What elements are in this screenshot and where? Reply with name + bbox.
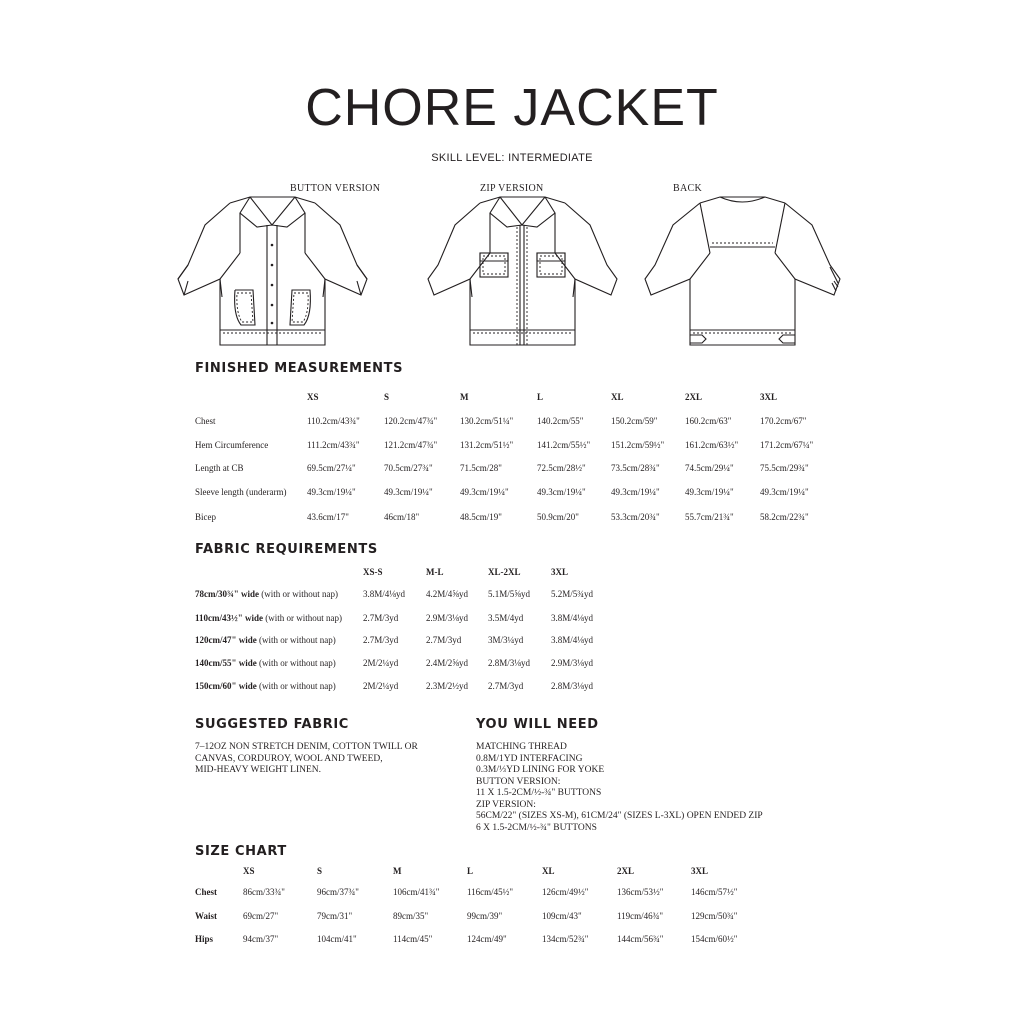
size-chart-cell: 109cm/43" <box>542 911 582 921</box>
fabric-width-label <box>195 658 336 668</box>
measurement-cell: 49.3cm/19¼" <box>384 487 433 497</box>
measurement-cell: 121.2cm/47¾" <box>384 440 438 450</box>
measurement-cell: 141.2cm/55½" <box>537 440 591 450</box>
fabric-nap-note: (with or without nap) <box>256 635 336 645</box>
measurement-cell: 111.2cm/43¾" <box>307 440 360 450</box>
size-column-header: S <box>384 392 390 402</box>
fabric-width: 110cm/43½" wide <box>195 613 263 623</box>
measurement-cell: 49.3cm/19¼" <box>611 487 660 497</box>
fabric-amount-cell: 2.8M/3⅛yd <box>551 681 594 691</box>
size-column-header: XL <box>611 392 624 402</box>
size-chart-cell: 114cm/45" <box>393 934 433 944</box>
measurement-row-label: Hem Circumference <box>195 440 269 450</box>
measurement-cell: 69.5cm/27¼" <box>307 463 356 473</box>
size-chart-header: 3XL <box>691 866 709 876</box>
fabric-width: 78cm/30¾" wide <box>195 589 259 599</box>
zip-version-jacket-illustration <box>425 195 620 355</box>
fabric-width-label <box>195 613 342 623</box>
measurement-cell: 49.3cm/19¼" <box>460 487 509 497</box>
size-chart-header: XS <box>243 866 255 876</box>
size-chart-cell: 136cm/53½" <box>617 887 664 897</box>
measurement-cell: 49.3cm/19¼" <box>760 487 809 497</box>
size-chart-cell: 89cm/35" <box>393 911 429 921</box>
size-column-header: M <box>460 392 469 402</box>
notion-line: MATCHING THREAD <box>476 742 567 752</box>
you-will-need-list <box>476 742 763 834</box>
measurement-cell: 140.2cm/55" <box>537 416 584 426</box>
size-chart-cell: 134cm/52¾" <box>542 934 589 944</box>
fabric-amount-cell: 2.7M/3yd <box>426 635 462 645</box>
size-chart-cell: 69cm/27" <box>243 911 279 921</box>
fabric-size-header: XL-2XL <box>488 567 521 577</box>
measurement-cell: 53.3cm/20¾" <box>611 512 660 522</box>
measurement-cell: 150.2cm/59" <box>611 416 658 426</box>
fabric-nap-note: (with or without nap) <box>256 681 336 691</box>
fabric-width: 120cm/47" wide <box>195 635 257 645</box>
size-chart-cell: 86cm/33¾" <box>243 887 285 897</box>
fabric-amount-cell: 3.8M/4⅛yd <box>363 589 406 599</box>
back-caption: BACK <box>673 183 702 194</box>
size-chart-header: M <box>393 866 402 876</box>
measurement-cell: 55.7cm/21¾" <box>685 512 734 522</box>
measurement-cell: 49.3cm/19¼" <box>307 487 356 497</box>
measurement-cell: 73.5cm/28¾" <box>611 463 660 473</box>
measurement-cell: 120.2cm/47¾" <box>384 416 438 426</box>
measurement-cell: 70.5cm/27¾" <box>384 463 433 473</box>
back-view-jacket-illustration <box>640 195 850 355</box>
fabric-amount-cell: 2.3M/2½yd <box>426 681 469 691</box>
size-chart-cell: 129cm/50¾" <box>691 911 738 921</box>
size-chart-heading: SIZE CHART <box>195 844 287 859</box>
measurement-cell: 43.6cm/17" <box>307 512 349 522</box>
size-chart-cell: 106cm/41¾" <box>393 887 440 897</box>
fabric-size-header: 3XL <box>551 567 569 577</box>
size-chart-header: 2XL <box>617 866 635 876</box>
size-chart-header: L <box>467 866 474 876</box>
you-will-need-heading: YOU WILL NEED <box>476 717 599 732</box>
suggested-fabric-text <box>195 742 418 777</box>
button-version-caption: BUTTON VERSION <box>290 183 381 194</box>
fabric-size-header: XS-S <box>363 567 383 577</box>
size-chart-cell: 96cm/37¾" <box>317 887 359 897</box>
notion-line: 0.8M/1YD INTERFACING <box>476 753 583 764</box>
measurement-cell: 58.2cm/22¾" <box>760 512 809 522</box>
measurement-row-label: Sleeve length (underarm) <box>195 487 287 497</box>
button-version-jacket-illustration <box>175 195 370 355</box>
fabric-nap-note: (with or without nap) <box>259 589 338 599</box>
size-chart-cell: 94cm/37" <box>243 934 279 944</box>
measurement-row-label: Bicep <box>195 512 216 522</box>
size-chart-header: XL <box>542 866 555 876</box>
size-chart-cell: 119cm/46¾" <box>617 911 664 921</box>
measurement-cell: 72.5cm/28½" <box>537 463 586 473</box>
fabric-amount-cell: 2.9M/3⅛yd <box>551 658 594 668</box>
measurement-cell: 110.2cm/43¾" <box>307 416 360 426</box>
fabric-width-label <box>195 635 336 645</box>
page-title: CHORE JACKET <box>305 79 719 137</box>
measurement-cell: 160.2cm/63" <box>685 416 732 426</box>
measurement-cell: 131.2cm/51½" <box>460 440 514 450</box>
measurement-cell: 171.2cm/67¼" <box>760 440 814 450</box>
fabric-width: 150cm/60" wide <box>195 681 257 691</box>
measurement-cell: 75.5cm/29¾" <box>760 463 809 473</box>
size-chart-row-label: Waist <box>195 911 218 921</box>
size-chart-cell: 79cm/31" <box>317 911 353 921</box>
fabric-amount-cell: 2.8M/3⅛yd <box>488 658 531 668</box>
notion-line: 11 X 1.5-2CM/½-¾" BUTTONS <box>476 788 602 798</box>
zip-version-caption: ZIP VERSION <box>480 183 544 194</box>
suggested-fabric-line: 7–12OZ NON STRETCH DENIM, COTTON TWILL OR <box>195 742 418 752</box>
measurement-cell: 49.3cm/19¼" <box>685 487 734 497</box>
measurement-cell: 48.5cm/19" <box>460 512 502 522</box>
measurement-cell: 151.2cm/59½" <box>611 440 665 450</box>
fabric-nap-note: (with or without nap) <box>256 658 336 668</box>
fabric-width-label <box>195 589 338 599</box>
fabric-requirements-heading: FABRIC REQUIREMENTS <box>195 542 378 557</box>
size-chart-row-label: Chest <box>195 887 217 897</box>
notion-line: 6 X 1.5-2CM/½-¾" BUTTONS <box>476 822 597 833</box>
fabric-amount-cell: 2.7M/3yd <box>488 681 524 691</box>
fabric-amount-cell: 2.7M/3yd <box>363 635 399 645</box>
size-chart-cell: 116cm/45½" <box>467 887 514 897</box>
suggested-fabric-line: CANVAS, CORDUROY, WOOL AND TWEED, <box>195 753 383 764</box>
size-chart-row-label: Hips <box>195 934 214 944</box>
size-chart-cell: 144cm/56¾" <box>617 934 664 944</box>
size-column-header: XS <box>307 392 319 402</box>
notion-line: 56CM/22" (SIZES XS-M), 61CM/24" (SIZES L-3XL) OPEN ENDED ZIP <box>476 811 763 821</box>
size-column-header: L <box>537 392 544 402</box>
suggested-fabric-line: MID-HEAVY WEIGHT LINEN. <box>195 765 322 775</box>
notion-line: BUTTON VERSION: <box>476 776 561 787</box>
fabric-amount-cell: 2.9M/3⅛yd <box>426 613 469 623</box>
measurement-cell: 74.5cm/29¼" <box>685 463 734 473</box>
fabric-amount-cell: 5.1M/5⅝yd <box>488 589 531 599</box>
fabric-amount-cell: 3M/3¼yd <box>488 635 524 645</box>
measurement-cell: 161.2cm/63½" <box>685 440 739 450</box>
measurement-row-label: Chest <box>195 416 216 426</box>
measurement-cell: 71.5cm/28" <box>460 463 502 473</box>
fabric-amount-cell: 2.4M/2⅝yd <box>426 658 469 668</box>
size-column-header: 3XL <box>760 392 778 402</box>
fabric-amount-cell: 3.5M/4yd <box>488 613 524 623</box>
size-chart-cell: 126cm/49½" <box>542 887 589 897</box>
notion-line: 0.3M/⅓YD LINING FOR YOKE <box>476 765 605 775</box>
fabric-amount-cell: 4.2M/4⅝yd <box>426 589 469 599</box>
size-column-header: 2XL <box>685 392 703 402</box>
size-chart-header: S <box>317 866 323 876</box>
measurement-cell: 170.2cm/67" <box>760 416 807 426</box>
measurement-row-label: Length at CB <box>195 463 244 473</box>
fabric-width: 140cm/55" wide <box>195 658 257 668</box>
fabric-nap-note: (with or without nap) <box>263 613 342 623</box>
size-chart-cell: 99cm/39" <box>467 911 503 921</box>
suggested-fabric-heading: SUGGESTED FABRIC <box>195 717 349 732</box>
fabric-amount-cell: 2M/2¼yd <box>363 658 399 668</box>
fabric-size-header: M-L <box>426 567 444 577</box>
fabric-amount-cell: 3.8M/4⅛yd <box>551 613 594 623</box>
fabric-amount-cell: 5.2M/5¾yd <box>551 589 594 599</box>
size-chart-cell: 154cm/60½" <box>691 934 738 944</box>
notion-line: ZIP VERSION: <box>476 799 536 810</box>
size-chart-cell: 146cm/57½" <box>691 887 738 897</box>
measurement-cell: 46cm/18" <box>384 512 420 522</box>
measurement-cell: 50.9cm/20" <box>537 512 579 522</box>
measurement-cell: 130.2cm/51¼" <box>460 416 514 426</box>
fabric-amount-cell: 3.8M/4⅛yd <box>551 635 594 645</box>
fabric-width-label <box>195 681 336 691</box>
fabric-amount-cell: 2.7M/3yd <box>363 613 399 623</box>
finished-measurements-heading: FINISHED MEASUREMENTS <box>195 361 404 376</box>
fabric-amount-cell: 2M/2¼yd <box>363 681 399 691</box>
size-chart-cell: 124cm/49" <box>467 934 507 944</box>
measurement-cell: 49.3cm/19¼" <box>537 487 586 497</box>
skill-level: SKILL LEVEL: INTERMEDIATE <box>431 152 593 164</box>
size-chart-cell: 104cm/41" <box>317 934 357 944</box>
